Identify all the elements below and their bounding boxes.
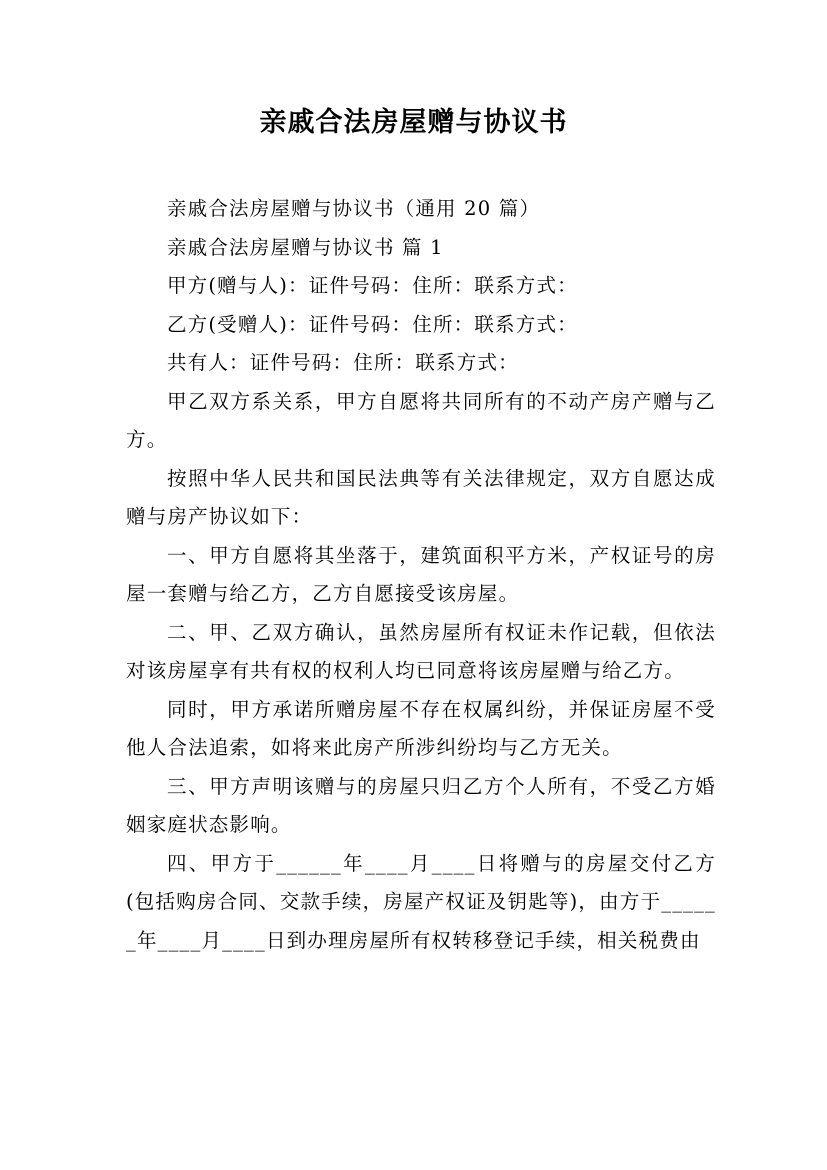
- paragraph-relationship: 甲乙双方系关系，甲方自愿将共同所有的不动产房产赠与乙方。: [126, 389, 716, 451]
- paragraph-clause-4: 四、甲方于______年____月____日将赠与的房屋交付乙方(包括购房合同、交款手续，房屋产权证及钥匙等)，由方于______年____月____日到办理房屋所有权转移登记手续，相关税费由: [126, 851, 716, 952]
- document-title: 亲戚合法房屋赠与协议书: [259, 107, 568, 138]
- paragraph-legal-basis: 按照中华人民共和国民法典等有关法律规定，双方自愿达成赠与房产协议如下：: [126, 466, 716, 528]
- paragraph-guarantee: 同时，甲方承诺所赠房屋不存在权属纠纷，并保证房屋不受他人合法追索，如将来此房产所涉纠纷均与乙方无关。: [126, 697, 716, 759]
- paragraph-clause-2: 二、甲、乙双方确认，虽然房屋所有权证未作记载，但依法对该房屋享有共有权的权利人均已同意将该房屋赠与给乙方。: [126, 620, 716, 682]
- paragraph-party-b: 乙方(受赠人)：证件号码：住所：联系方式：: [166, 312, 578, 336]
- paragraph-party-a: 甲方(赠与人)：证件号码：住所：联系方式：: [166, 274, 578, 297]
- paragraph-clause-1: 一、甲方自愿将其坐落于，建筑面积平方米，产权证号的房屋一套赠与给乙方，乙方自愿接受该房屋。: [126, 543, 716, 605]
- document-body: [126, 190, 716, 960]
- paragraph-section-title: 亲戚合法房屋赠与协议书 篇 1: [166, 235, 444, 259]
- paragraph-co-owner: 共有人：证件号码：住所：联系方式：: [166, 351, 519, 374]
- paragraph-heading: 亲戚合法房屋赠与协议书（通用 20 篇）: [166, 197, 541, 220]
- paragraph-clause-3: 三、甲方声明该赠与的房屋只归乙方个人所有，不受乙方婚姻家庭状态影响。: [126, 774, 716, 836]
